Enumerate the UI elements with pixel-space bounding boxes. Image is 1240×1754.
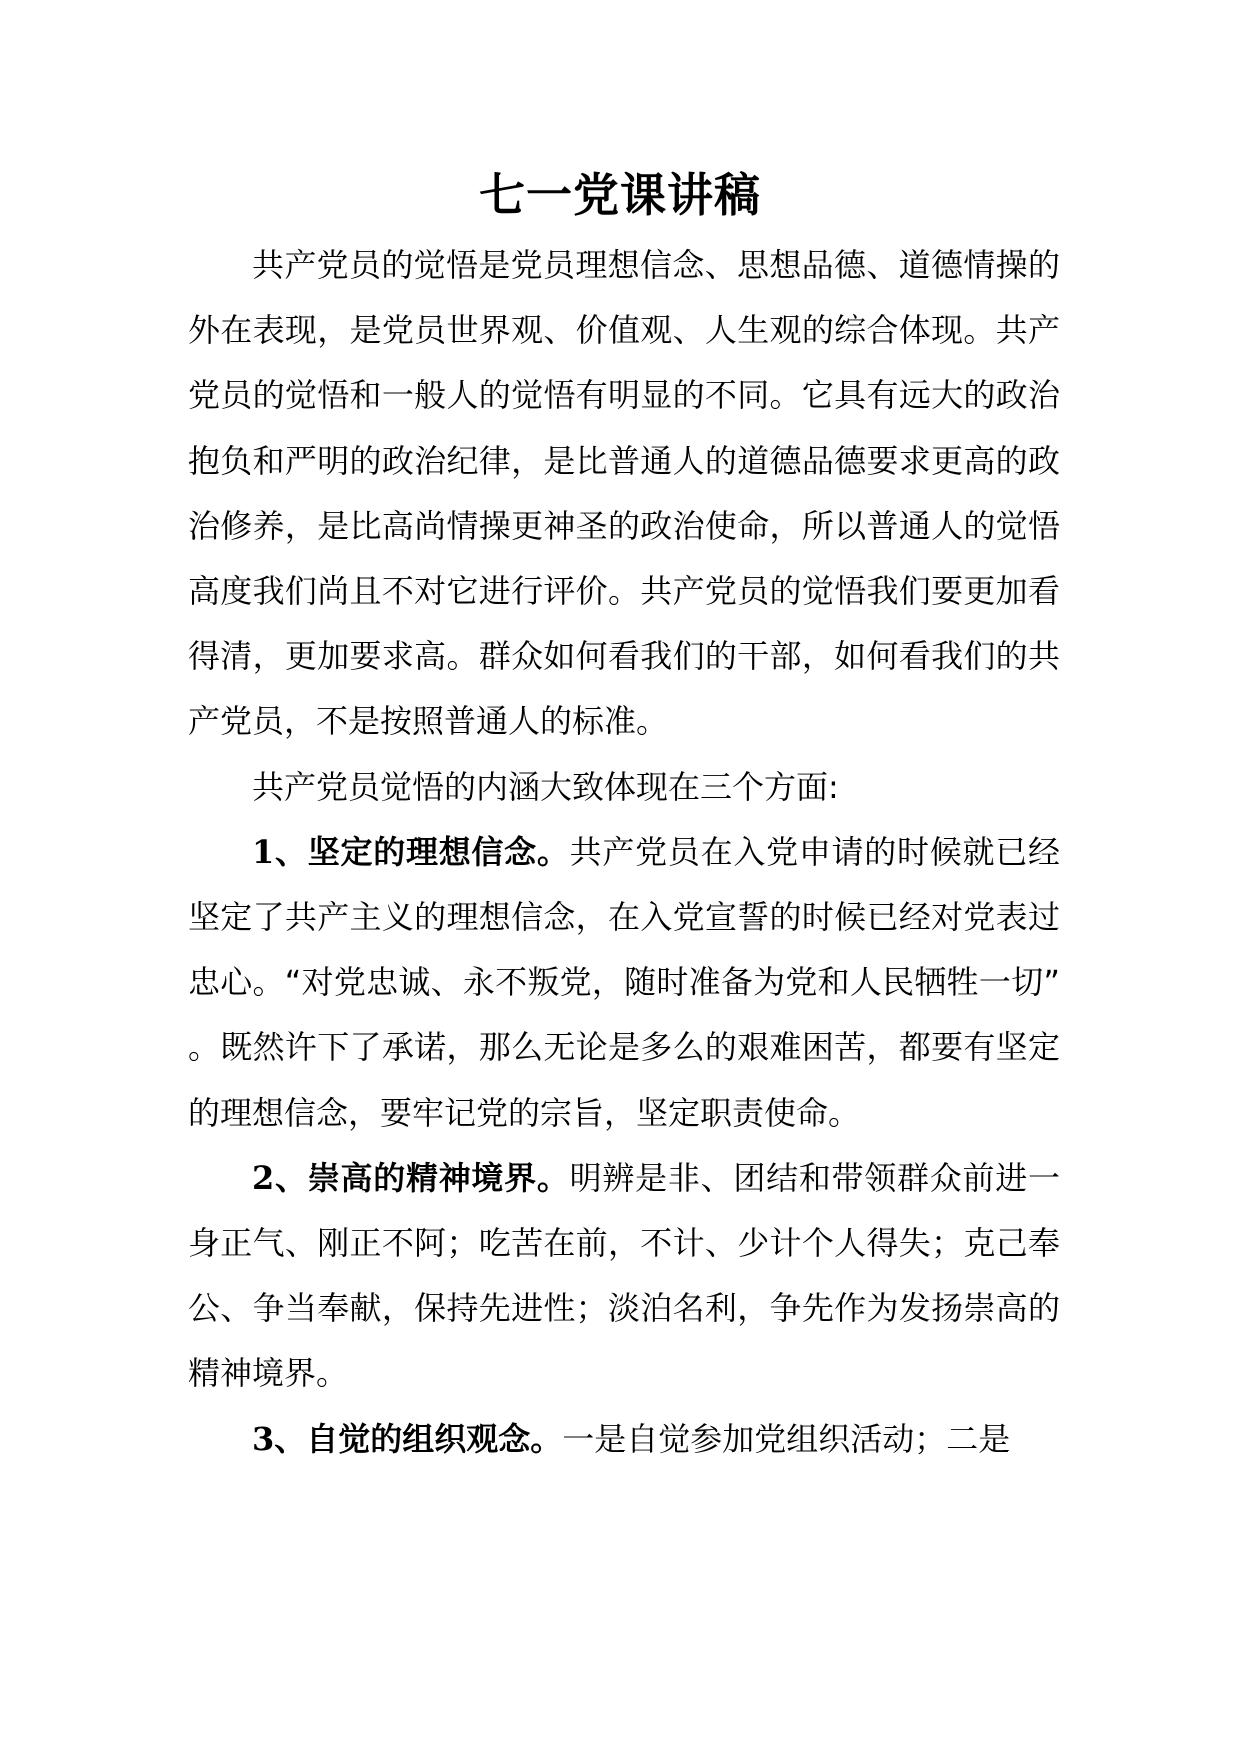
- paragraph-text: 一是自觉参加党组织活动；二是: [562, 1419, 1011, 1458]
- paragraph-text: 共产党员在入党申请的时候就已经坚定了共产主义的理想信念，在入党宣誓的时候已经对党表过忠心。“对党忠诚、永不叛党，随时准备为党和人民牺牲一切”。既然许下了承诺，那么无论是多么的艰难困苦，都要有坚定的理想信念，要牢记党的宗旨，坚定职责使命。: [188, 832, 1060, 1132]
- paragraph-lead: 3、自觉的组织观念。: [252, 1419, 563, 1458]
- paragraph-text: 共产党员的觉悟是党员理想信念、思想品德、道德情操的外在表现，是党员世界观、价值观、人生观的综合体现。共产党员的觉悟和一般人的觉悟有明显的不同。它具有远大的政治抱负和严明的政治纪律，是比普通人的道德品德要求更高的政治修养，是比高尚情操更神圣的政治使命，所以普通人的觉悟高度我们尚且不对它进行评价。共产党员的觉悟我们要更加看得清，更加要求高。群众如何看我们的干部，如何看我们的共产党员，不是按照普通人的标准。: [188, 246, 1060, 741]
- paragraph-lead: 1、坚定的理想信念。: [252, 832, 570, 871]
- paragraph-text: 明辨是非、团结和带领群众前进一身正气、刚正不阿；吃苦在前，不计、少计个人得失；克己奉公、争当奉献，保持先进性；淡泊名利，争先作为发扬崇高的精神境界。: [188, 1158, 1060, 1393]
- paragraph-point-1: [188, 820, 1060, 1146]
- paragraph-aspects-intro: [188, 755, 1060, 820]
- paragraph-point-2: [188, 1146, 1060, 1407]
- paragraph-intro: [188, 233, 1060, 755]
- document-body: [188, 233, 1060, 1472]
- paragraph-text: 共产党员觉悟的内涵大致体现在三个方面:: [252, 767, 839, 806]
- paragraph-lead: 2、崇高的精神境界。: [252, 1158, 570, 1197]
- paragraph-point-3: [188, 1407, 1060, 1472]
- document-title: 七一党课讲稿: [479, 168, 761, 222]
